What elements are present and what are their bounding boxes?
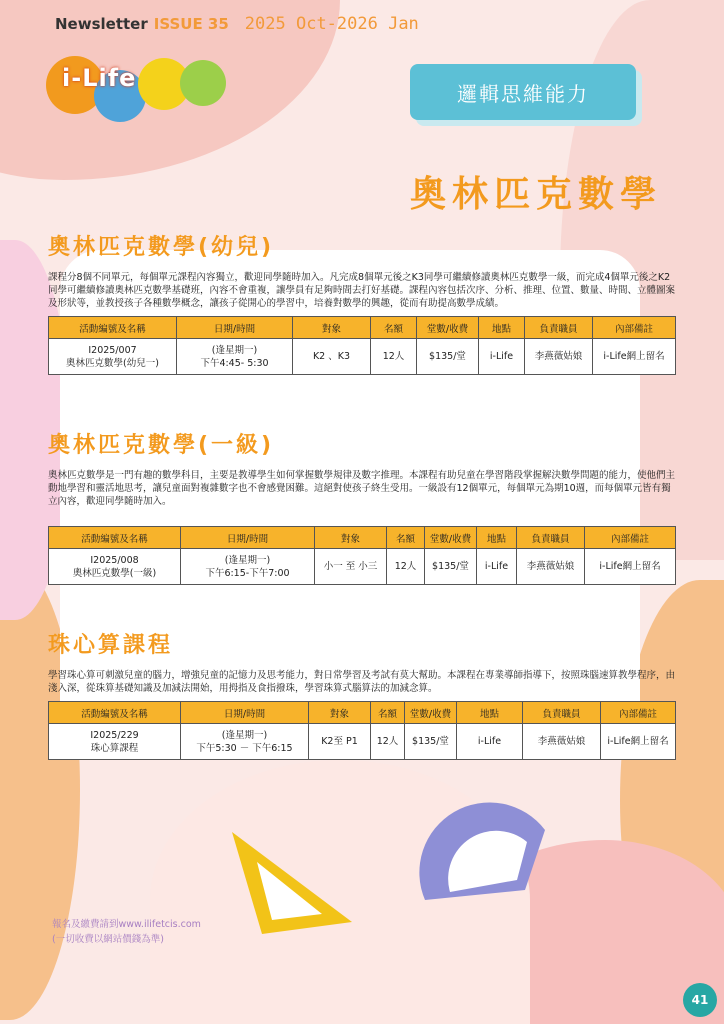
newsletter-header (55, 14, 419, 34)
logo-text: i-Life (62, 64, 137, 92)
col-header: 負責職員 (523, 702, 601, 724)
course-code: I2025/229 (90, 729, 139, 741)
cell-fee: $135/堂 (405, 724, 457, 760)
col-header: 堂數/收費 (425, 527, 477, 549)
course-section-1 (48, 230, 676, 375)
col-header: 負責職員 (517, 527, 585, 549)
col-header: 日期/時間 (181, 702, 309, 724)
cell-remark: i-Life網上留名 (585, 549, 676, 585)
col-header: 活動編號及名稱 (49, 527, 181, 549)
protractor-illustration (405, 780, 565, 910)
page-title: 奧林匹克數學 (409, 174, 662, 215)
section-description: 課程分8個不同單元，每個單元課程內容獨立，歡迎同學隨時加入。凡完成8個單元後之K3同學可繼續修讀奧林匹克數學一級，而完成4個單元後之K2同學可繼續修讀奧林匹克數學基礎班，內容不會重複，讓學員有足夠時間去打好基礎。課程內容包括次序、分析、推理、位置、數量、時間、立體圖案及形狀等，並教授孩子各種數學概念，讓孩子從開心的學習中，培養對數學的興趣，從而有助提高數學成績。 (48, 272, 676, 309)
col-header: 名額 (371, 702, 405, 724)
col-header: 日期/時間 (177, 317, 293, 339)
course-day: (逢星期一) (221, 729, 268, 741)
cell-target: K2 、K3 (293, 339, 371, 375)
footer-note (52, 917, 201, 947)
section-title: 珠心算課程 (48, 633, 174, 658)
cell-remark: i-Life網上留名 (593, 339, 676, 375)
course-time: 下午6:15-下午7:00 (205, 567, 290, 579)
cell-fee: $135/堂 (417, 339, 479, 375)
table-header-row (49, 702, 676, 724)
issue-date: 2025 Oct-2026 Jan (244, 14, 419, 34)
course-name: 奧林匹克數學(一級) (72, 567, 157, 579)
col-header: 負責職員 (525, 317, 593, 339)
cell-staff: 李燕薇姑娘 (525, 339, 593, 375)
cell-quota: 12人 (387, 549, 425, 585)
col-header: 堂數/收費 (417, 317, 479, 339)
cell-fee: $135/堂 (425, 549, 477, 585)
cell-venue: i-Life (479, 339, 525, 375)
col-header: 地點 (457, 702, 523, 724)
section-title: 奧林匹克數學(幼兒) (48, 235, 275, 260)
col-header: 堂數/收費 (405, 702, 457, 724)
cell-staff: 李燕薇姑娘 (523, 724, 601, 760)
cell-venue: i-Life (477, 549, 517, 585)
cell-quota: 12人 (371, 724, 405, 760)
section-title: 奧林匹克數學(一級) (48, 433, 275, 458)
course-time: 下午5:30 － 下午6:15 (196, 742, 293, 754)
course-section-3 (48, 628, 676, 760)
col-header: 內部備註 (601, 702, 676, 724)
course-name: 奧林匹克數學(幼兒一) (66, 357, 159, 369)
registration-link-text[interactable]: 報名及繳費請到www.ilifetcis.com (52, 919, 201, 930)
cell-staff: 李燕薇姑娘 (517, 549, 585, 585)
ilife-logo (46, 50, 236, 120)
cell-code-name (49, 339, 177, 375)
table-header-row (49, 317, 676, 339)
course-table (48, 701, 676, 760)
course-code: I2025/008 (90, 554, 139, 566)
course-section-2 (48, 428, 676, 585)
course-day: (逢星期一) (211, 344, 258, 356)
course-time: 下午4:45- 5:30 (200, 357, 269, 369)
newsletter-label: Newsletter (55, 15, 148, 33)
category-tag-label: 邏輯思維能力 (457, 81, 589, 106)
table-header-row (49, 527, 676, 549)
col-header: 內部備註 (585, 527, 676, 549)
section-description: 學習珠心算可刺激兒童的腦力，增強兒童的記憶力及思考能力，對日常學習及考試有莫大幫助。本課程在專業導師指導下，按照珠腦速算教學程序，由淺入深，從珠算基礎知識及加減法開始，用拇指及食指撥珠，學習珠算式腦算法的加減念算。 (48, 670, 676, 694)
col-header: 對象 (309, 702, 371, 724)
cell-code-name (49, 724, 181, 760)
cell-datetime (181, 549, 315, 585)
table-row (49, 724, 676, 760)
col-header: 對象 (293, 317, 371, 339)
cell-remark: i-Life網上留名 (601, 724, 676, 760)
col-header: 地點 (477, 527, 517, 549)
cell-datetime (181, 724, 309, 760)
col-header: 日期/時間 (181, 527, 315, 549)
section-description: 奧林匹克數學是一門有趣的數學科目，主要是教導學生如何掌握數學規律及數字推理。本課程有助兒童在學習階段掌握解決數學問題的能力，使他們主動地學習和靈活地思考，讓兒童面對複雜數字也不會感覺困難。這絕對使孩子終生受用。一級設有12個單元，每個單元為期10週，而每個單元皆有獨立內容，歡迎同學隨時加入。 (48, 470, 676, 507)
table-row (49, 549, 676, 585)
cell-venue: i-Life (457, 724, 523, 760)
table-row (49, 339, 676, 375)
cell-datetime (177, 339, 293, 375)
page-number-badge: 41 (683, 983, 717, 1017)
cell-target: K2至 P1 (309, 724, 371, 760)
cell-target: 小一 至 小三 (315, 549, 387, 585)
col-header: 活動編號及名稱 (49, 317, 177, 339)
course-table (48, 526, 676, 585)
course-day: (逢星期一) (224, 554, 271, 566)
cell-code-name (49, 549, 181, 585)
issue-label: ISSUE 35 (153, 15, 229, 33)
col-header: 名額 (371, 317, 417, 339)
col-header: 內部備註 (593, 317, 676, 339)
set-square-illustration (222, 822, 362, 942)
col-header: 名額 (387, 527, 425, 549)
col-header: 對象 (315, 527, 387, 549)
course-table (48, 316, 676, 375)
cell-quota: 12人 (371, 339, 417, 375)
course-name: 珠心算課程 (90, 742, 139, 754)
category-tag (410, 64, 636, 120)
col-header: 地點 (479, 317, 525, 339)
course-code: I2025/007 (88, 344, 137, 356)
col-header: 活動編號及名稱 (49, 702, 181, 724)
fee-disclaimer: (一切收費以網站價錢為準) (52, 934, 164, 945)
